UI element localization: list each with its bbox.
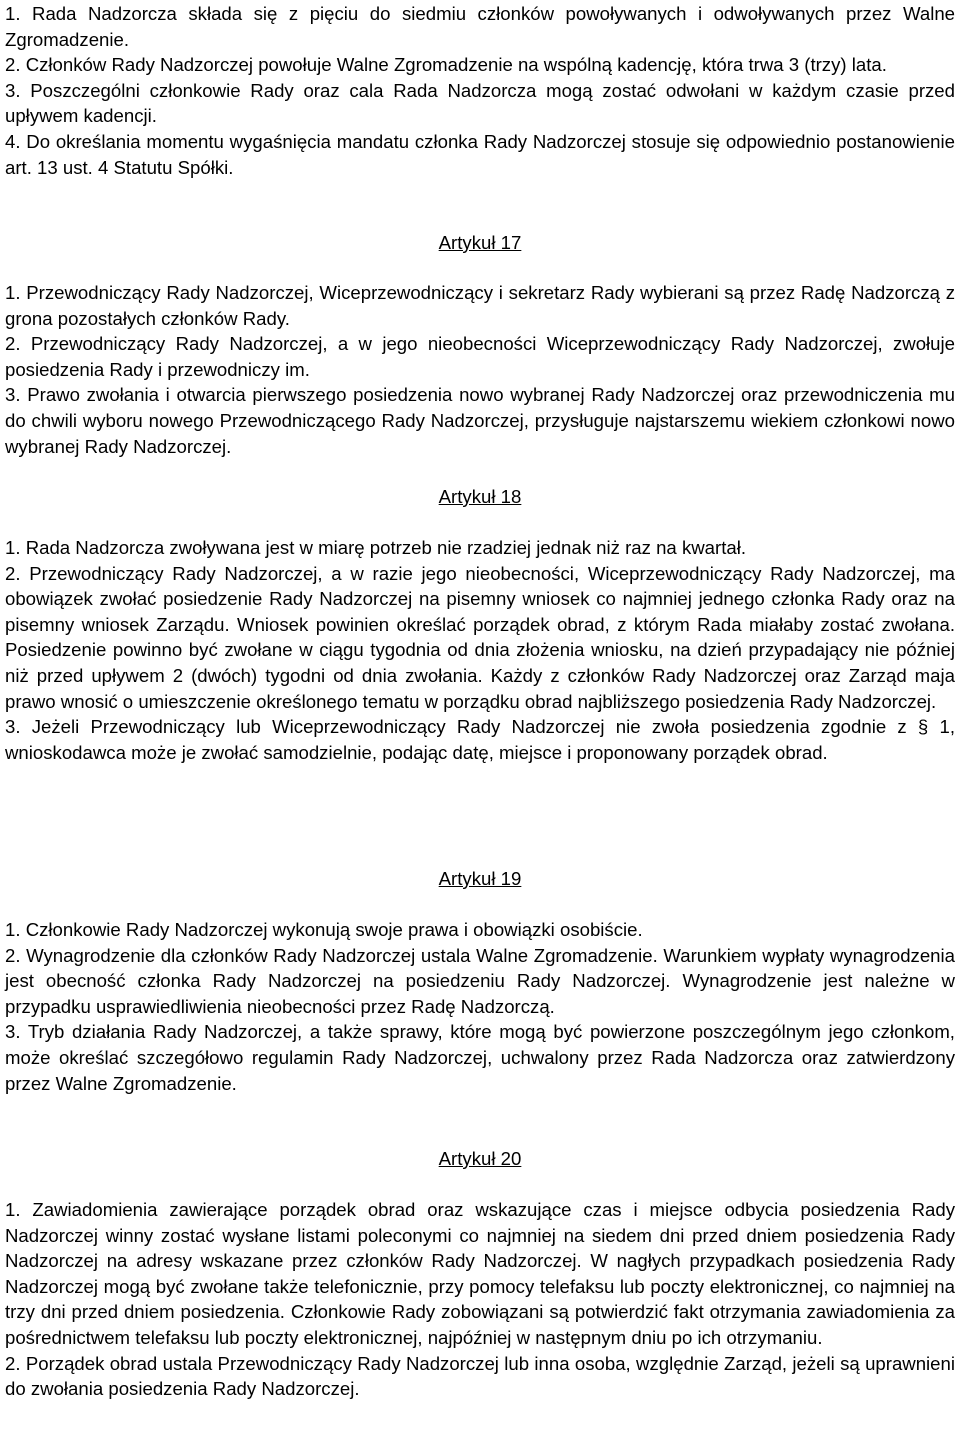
paragraph: 2. Przewodniczący Rady Nadzorczej, a w razie jego nieobecności, Wiceprzewodniczący Rady Nadzorczej, ma obowiązek zwołać posiedzenie Rady Nadzorczej na pisemny wniosek co najmniej jednego członka Rady oraz na pisemny wniosek Zarządu. Wniosek powinien określać porządek obrad, z którym Rada miałaby zostać zwołana. Posiedzenie powinno być zwołane w ciągu tygodnia od dnia złożenia wniosku, na dzień przypadający nie później niż przed upływem 2 (dwóch) tygodni od dnia zwołania. Każdy z członków Rady Nadzorczej oraz Zarząd maja prawo wnosić o umieszczenie określonego tematu w porządku obrad najbliższego posiedzenia Rady Nadzorczej. — [5, 562, 955, 712]
article-heading: Artykuł 18 — [438, 486, 522, 507]
article-heading: Artykuł 17 — [438, 232, 522, 253]
paragraph: 2. Wynagrodzenie dla członków Rady Nadzorczej ustala Walne Zgromadzenie. Warunkiem wypłaty wynagrodzenia jest obecność członka Rady Nadzorczej na posiedzeniu Rady Nadzorczej. Wynagrodzenie jest należne w przypadku usprawiedliwienia nieobecności przez Radę Nadzorczą. — [5, 944, 955, 1017]
paragraph: 1. Przewodniczący Rady Nadzorczej, Wiceprzewodniczący i sekretarz Rady wybierani są przez Radę Nadzorczą z grona pozostałych członków Rady. — [5, 282, 955, 329]
paragraph: 2. Przewodniczący Rady Nadzorczej, a w jego nieobecności Wiceprzewodniczący Rady Nadzorczej, zwołuje posiedzenia Rady i przewodniczy im. — [5, 333, 955, 380]
article-heading: Artykuł 19 — [438, 868, 522, 889]
paragraph: 4. Do określania momentu wygaśnięcia mandatu członka Rady Nadzorczej stosuje się odpowiednio postanowienie art. 13 ust. 4 Statutu Spółki. — [5, 130, 955, 178]
paragraph: 2. Członków Rady Nadzorczej powołuje Walne Zgromadzenie na wspólną kadencję, która trwa 3 (trzy) lata. — [5, 54, 887, 76]
article-17-section — [5, 280, 955, 459]
intro-section — [5, 1, 955, 180]
paragraph: 1. Rada Nadzorcza składa się z pięciu do siedmiu członków powoływanych i odwoływanych przez Walne Zgromadzenie. — [5, 3, 956, 50]
paragraph: 3. Poszczególni członkowie Rady oraz cala Rada Nadzorcza mogą zostać odwołani w każdym czasie przed upływem kadencji. — [5, 79, 955, 127]
article-heading: Artykuł 20 — [438, 1148, 522, 1169]
paragraph: 3. Prawo zwołania i otwarcia pierwszego posiedzenia nowo wybranej Rady Nadzorczej oraz przewodniczenia mu do chwili wyboru nowego Przewodniczącego Rady Nadzorczej, przysługuje najstarszemu wiekiem członkowi nowo wybranej Rady Nadzorczej. — [5, 384, 955, 457]
paragraph: 1. Zawiadomienia zawierające porządek obrad oraz wskazujące czas i miejsce odbycia posiedzenia Rady Nadzorczej winny zostać wysłane listami poleconymi co najmniej na siedem dni przed dniem posiedzenia Rady Nadzorczej na adresy wskazane przez członków Rady Nadzorczej. W nagłych przypadkach posiedzenia Rady Nadzorczej mogą być zwołane także telefonicznie, przy pomocy telefaksu lub poczty elektronicznej, co najmniej na trzy dni przed dniem posiedzenia. Członkowie Rady zobowiązani są potwierdzić fakt otrzymania zawiadomienia za pośrednictwem telefaksu lub poczty elektronicznej, najpóźniej w następnym dniu po ich otrzymaniu. — [5, 1199, 955, 1348]
paragraph: 2. Porządek obrad ustala Przewodniczący Rady Nadzorczej lub inna osoba, względnie Zarząd, jeżeli są uprawnieni do zwołania posiedzenia Rady Nadzorczej. — [5, 1352, 955, 1400]
paragraph: 1. Członkowie Rady Nadzorczej wykonują swoje prawa i obowiązki osobiście. — [5, 919, 643, 940]
paragraph: 1. Rada Nadzorcza zwoływana jest w miarę potrzeb nie rzadziej jednak niż raz na kwartał. — [5, 537, 747, 558]
paragraph: 3. Tryb działania Rady Nadzorczej, a także sprawy, które mogą być powierzone poszczególnym jego członkom, może określać szczegółowo regulamin Rady Nadzorczej, uchwalony przez Rada Nadzorcza oraz zatwierdzony przez Walne Zgromadzenie. — [5, 1021, 955, 1094]
article-19-section — [5, 917, 955, 1096]
paragraph: 3. Jeżeli Przewodniczący lub Wiceprzewodniczący Rady Nadzorczej nie zwoła posiedzenia zgodnie z § 1, wnioskodawca może je zwołać samodzielnie, podając datę, miejsce i proponowany porządek obrad. — [5, 716, 955, 763]
article-18-section — [5, 535, 955, 765]
article-20-section — [5, 1197, 955, 1402]
